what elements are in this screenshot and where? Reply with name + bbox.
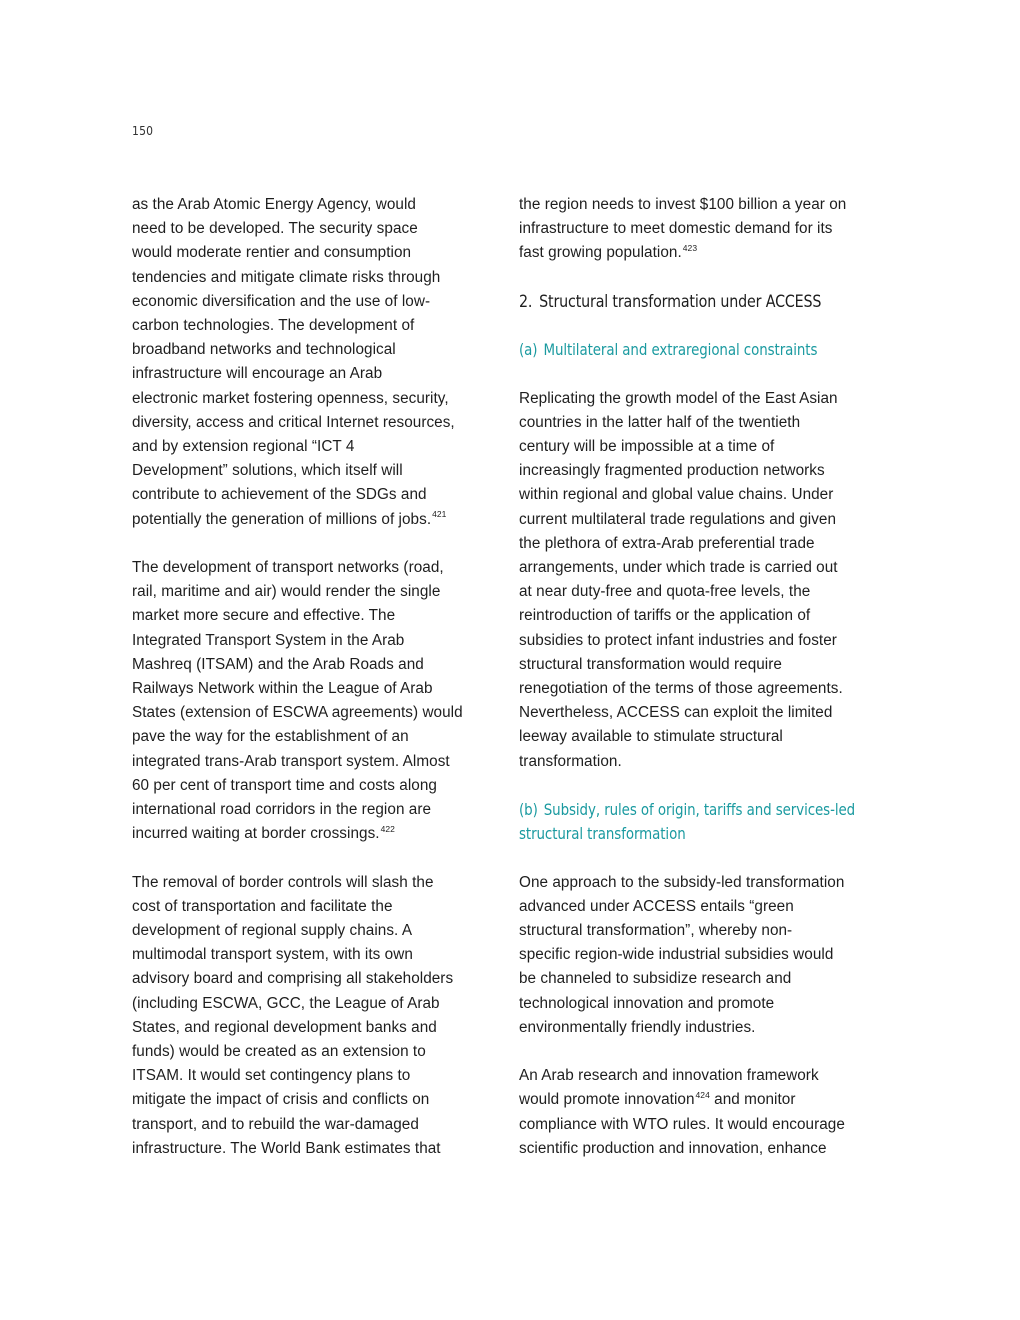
text-line: economic diversification and the use of low- <box>132 292 431 310</box>
text-line: The removal of border controls will slash the <box>132 873 434 891</box>
text-line: be channeled to subsidize research and <box>519 970 792 988</box>
paragraph-border-controls <box>132 871 496 1161</box>
text-line: integrated trans-Arab transport system. Almost <box>132 752 450 770</box>
text-line: Mashreq (ITSAM) and the Arab Roads and <box>132 655 424 673</box>
text-line: development of regional supply chains. A <box>132 922 413 940</box>
subsection-heading-a <box>519 338 880 362</box>
text-line: and by extension regional “ICT 4 <box>132 438 355 456</box>
text-line: international road corridors in the region are <box>132 801 432 819</box>
text-line: transformation. <box>519 752 622 770</box>
paragraph-security-space <box>132 193 496 532</box>
subsection-number: (b) <box>519 801 538 820</box>
text-line: States (extension of ESCWA agreements) would <box>132 704 463 722</box>
text-line: subsidies to protect infant industries and foster <box>519 631 837 649</box>
text-line: funds) would be created as an extension to <box>132 1043 426 1061</box>
text-line: (including ESCWA, GCC, the League of Arab <box>132 994 440 1012</box>
footnote-reference[interactable]: 424 <box>695 1090 710 1101</box>
text-line: broadband networks and technological <box>132 341 396 359</box>
text-fragment: and monitor <box>709 1091 796 1109</box>
text-line <box>132 822 496 846</box>
text-line: infrastructure. The World Bank estimates that <box>132 1139 441 1157</box>
text-line: need to be developed. The security space <box>132 220 418 238</box>
text-line: One approach to the subsidy-led transformation <box>519 873 845 891</box>
subsection-title: Multilateral and extraregional constraints <box>543 341 818 360</box>
subsection-number: (a) <box>519 341 538 360</box>
paragraph-infrastructure-investment <box>519 193 883 266</box>
paragraph-transport-networks <box>132 556 496 846</box>
text-line: the region needs to invest $100 billion a year on <box>519 196 847 213</box>
paragraph-growth-model <box>519 387 883 774</box>
text-line: would moderate rentier and consumption <box>132 244 412 262</box>
text-line: The development of transport networks (road, <box>132 559 444 577</box>
text-line: as the Arab Atomic Energy Agency, would <box>132 196 416 213</box>
text-line: tendencies and mitigate climate risks through <box>132 268 441 286</box>
text-line: technological innovation and promote <box>519 994 775 1012</box>
paragraph-research-framework <box>519 1064 883 1161</box>
text-line: ITSAM. It would set contingency plans to <box>132 1067 411 1085</box>
text-fragment: potentially the generation of millions of jobs. <box>132 510 432 528</box>
text-line: rail, maritime and air) would render the single <box>132 583 441 601</box>
paragraph-green-transformation <box>519 871 883 1040</box>
footnote-reference[interactable]: 423 <box>682 243 698 254</box>
subsection-title-continued: structural transformation <box>519 825 686 844</box>
text-line <box>519 241 883 265</box>
text-line: specific region-wide industrial subsidies would <box>519 946 834 964</box>
text-line: Development” solutions, which itself will <box>132 462 403 480</box>
text-line: structural transformation would require <box>519 655 782 673</box>
footnote-reference[interactable]: 422 <box>380 823 395 834</box>
section-title: Structural transformation under ACCESS <box>539 291 822 311</box>
text-line: countries in the latter half of the twentieth <box>519 413 801 431</box>
text-line: Railways Network within the League of Arab <box>132 680 433 698</box>
text-line: reintroduction of tariffs or the application of <box>519 607 811 625</box>
text-fragment: fast growing population. <box>519 244 682 262</box>
text-line: transport, and to rebuild the war-damaged <box>132 1115 419 1133</box>
text-line: advisory board and comprising all stakeholders <box>132 970 454 988</box>
subsection-heading-b <box>519 798 880 846</box>
text-line: States, and regional development banks and <box>132 1018 437 1036</box>
text-line: infrastructure will encourage an Arab <box>132 365 383 383</box>
text-line: infrastructure to meet domestic demand for its <box>519 220 833 238</box>
footnote-reference[interactable]: 421 <box>432 509 447 520</box>
text-line: century will be impossible at a time of <box>519 437 775 455</box>
text-line: carbon technologies. The development of <box>132 317 415 335</box>
right-column <box>519 193 883 1161</box>
text-line: scientific production and innovation, enhance <box>519 1139 827 1157</box>
subsection-title: Subsidy, rules of origin, tariffs and services-led <box>543 801 856 820</box>
text-line: cost of transportation and facilitate the <box>132 897 393 915</box>
text-fragment: would promote innovation <box>519 1091 695 1109</box>
text-line: mitigate the impact of crisis and conflicts on <box>132 1091 430 1109</box>
left-column <box>132 193 496 1161</box>
text-line: Replicating the growth model of the East Asian <box>519 389 838 407</box>
text-line: structural transformation”, whereby non- <box>519 922 793 940</box>
text-line: current multilateral trade regulations and given <box>519 510 837 528</box>
text-line: market more secure and effective. The <box>132 607 396 625</box>
section-heading <box>519 290 832 314</box>
text-line <box>519 798 880 822</box>
text-line: within regional and global value chains. Under <box>519 486 834 504</box>
text-line <box>519 1088 883 1112</box>
text-line <box>132 508 496 532</box>
text-line: advanced under ACCESS entails “green <box>519 897 794 915</box>
section-number: 2. <box>519 291 533 311</box>
text-line: 60 per cent of transport time and costs along <box>132 776 437 794</box>
text-line: electronic market fostering openness, security, <box>132 389 449 407</box>
text-line: the plethora of extra-Arab preferential trade <box>519 534 815 552</box>
text-fragment: incurred waiting at border crossings. <box>132 825 380 843</box>
text-line: environmentally friendly industries. <box>519 1018 756 1036</box>
text-line: multimodal transport system, with its own <box>132 946 413 964</box>
text-line: contribute to achievement of the SDGs and <box>132 486 427 504</box>
text-line: Nevertheless, ACCESS can exploit the limited <box>519 704 833 722</box>
text-line: at near duty-free and quota-free levels, the <box>519 583 811 601</box>
text-line: renegotiation of the terms of those agreements. <box>519 680 843 698</box>
text-line: An Arab research and innovation framework <box>519 1067 819 1085</box>
page-number: 150 <box>132 124 154 138</box>
text-line: arrangements, under which trade is carried out <box>519 559 838 576</box>
text-line: compliance with WTO rules. It would encourage <box>519 1115 845 1133</box>
text-line: leeway available to stimulate structural <box>519 728 783 746</box>
text-line: diversity, access and critical Internet resources, <box>132 413 455 431</box>
text-line: pave the way for the establishment of an <box>132 728 409 746</box>
text-line: Integrated Transport System in the Arab <box>132 631 405 649</box>
text-line: increasingly fragmented production networks <box>519 462 825 480</box>
